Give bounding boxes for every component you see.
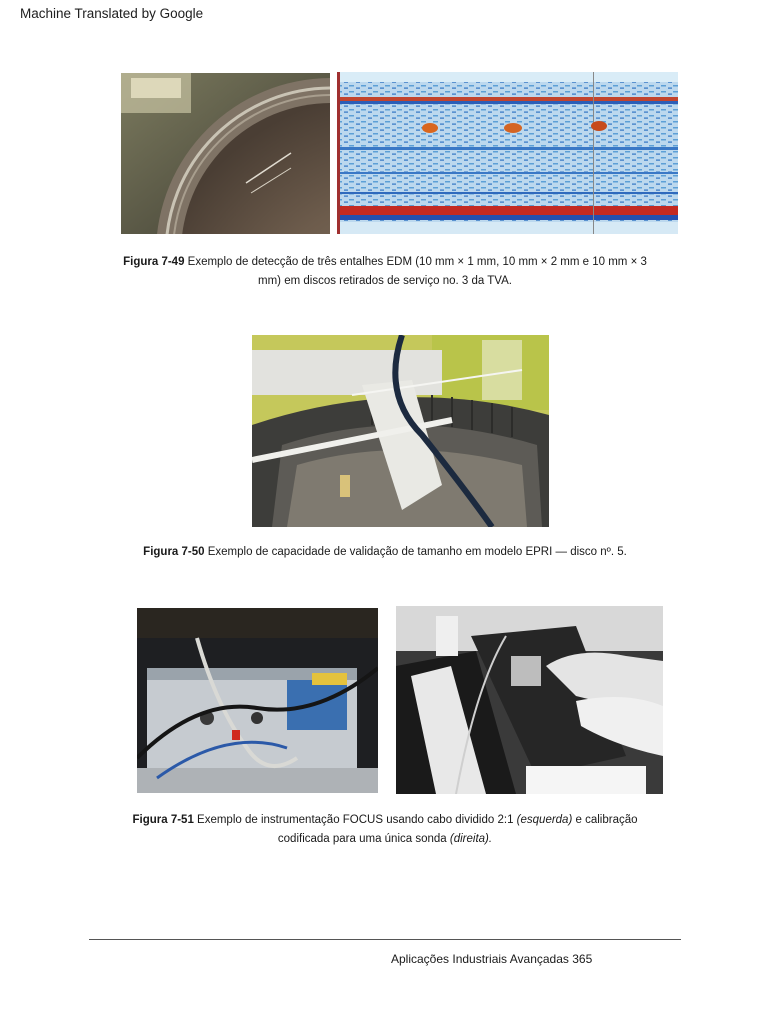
figure-7-49-text-line2: mm) em discos retirados de serviço no. 3 da TVA.	[258, 275, 512, 287]
ultrasonic-scan-image	[337, 72, 678, 234]
epri-mockup-photo	[252, 335, 549, 527]
figure-7-51-caption	[90, 811, 680, 849]
footer-divider	[89, 939, 681, 940]
page-footer: Aplicações Industriais Avançadas 365	[391, 952, 593, 966]
figure-7-51-text-b: e calibração	[572, 814, 638, 826]
figure-7-49-label: Figura 7-49	[123, 256, 185, 268]
figure-7-51-italic-right: (direita).	[449, 833, 493, 845]
disc-photo	[121, 73, 330, 234]
figure-7-50-text: Exemplo de capacidade de validação de tamanho em modelo EPRI — disco nº. 5.	[204, 546, 627, 558]
machine-translation-banner: Machine Translated by Google	[20, 6, 204, 21]
figure-7-49-caption	[90, 253, 680, 291]
figure-7-51-label: Figura 7-51	[132, 814, 194, 826]
focus-instrumentation-photo	[137, 608, 378, 793]
figure-7-49-text-line1: Exemplo de detecção de três entalhes EDM (10 mm × 1 mm, 10 mm × 2 mm e 10 mm × 3	[184, 256, 647, 268]
figure-7-51-italic-left: (esquerda)	[516, 814, 573, 826]
figure-7-51-text-c: codificada para uma única sonda	[277, 833, 450, 845]
probe-calibration-photo	[396, 606, 663, 794]
figure-7-51-text-a: Exemplo de instrumentação FOCUS usando cabo dividido 2:1	[193, 814, 517, 826]
figure-7-50-caption	[90, 543, 680, 562]
figure-7-50-label: Figura 7-50	[143, 546, 205, 558]
